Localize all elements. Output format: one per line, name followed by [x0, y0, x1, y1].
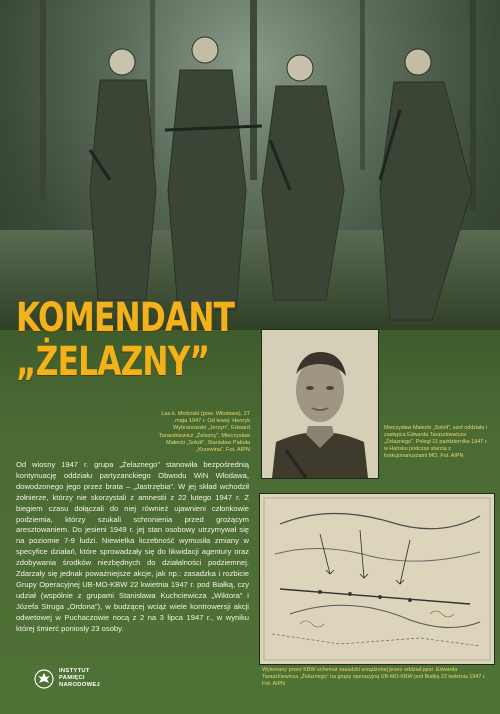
ipn-eagle-emblem-icon [34, 669, 54, 689]
ipn-logo [34, 668, 100, 689]
portrait-caption: Mieczysław Małecki „Sokół”, szef oddziału i zastępca Edwarda Taraszkiewicza „Żelaznego”. Poległ 11 października 1947 r. w Hańsku podczas starcia z funkcjonariuszami MO. Fot. AIPN [384, 425, 488, 460]
logo-text [59, 668, 100, 689]
title-line-2: „ŻELAZNY” [16, 339, 210, 385]
map-caption: Wykonany przez KBW schemat zasadzki urządzonej przez oddział ppor. Edwarda Taraszkiewicza „Żelaznego” na grupę operacyjną UB-MO-KBW pod Białką 22 kwietnia 1947 r. Fot. AIPN [262, 667, 486, 687]
group-photo [0, 0, 500, 330]
title-line-1: KOMENDANT [16, 295, 235, 341]
ambush-map [260, 494, 494, 664]
group-photo-caption: Las k. Mościski (pow. Włodawa), 27 maja 1947 r. Od lewej: Henryk Wybranowski „Jerzyn”, Edward Taraszkiewicz „Żelazny”, Mieczysław Małecki „Sokół”, Stanisław Pakuła „Krzewina”. Fot. AIPN [158, 411, 250, 454]
logo-line-3: NARODOWEJ [59, 682, 101, 688]
main-text: Od wiosny 1947 r. grupa „Żelaznego” stanowiła bezpośrednią kontynuację oddziału partyzanckiego Obwodu WiN Włodawa, dowodzonego jego przez brata – „Jastrzębia”. W jej skład wchodził żołnierze, którzy nie skorzystali z amnestii z 22 lutego 1947 r. Z biegiem czasu dołączali do niej również ujawnieni członkowie podziemia, którzy szukali schronienia przed grożącym aresztowaniem. Do jesieni 1949 r. jej stan osobowy utrzymywał się na poziomie 7-9 ludzi. Niewielka liczebność wymusiła zmiany w specyfice działań, które sprowadzały się do likwidacji agentury oraz zdobywania środków niezbędnych do działalności podziemnej. Zdarzały się jednak poważniejsze akcje, jak np.: zasadzka i rozbicie Grupy Operacyjnej UB-MO-KBW 22 kwietnia 1947 r. pod Białką, czy udział (wspólnie z grupami Stanisława Kuchciewicza „Wiktora” i Józefa Struga „Ordona”), w budzącej wciąż wiele kontrowersji akcji odwetowej w Puchaczowie nocą z 2 na 3 lipca 1947 r., w wyniku której śmierć poniosły 23 osoby. [16, 460, 249, 633]
poster-title [16, 296, 266, 384]
portrait-photo [262, 330, 378, 478]
logo-line-1: INSTYTUT [59, 668, 90, 674]
logo-line-2: PAMIĘCI [59, 675, 85, 681]
